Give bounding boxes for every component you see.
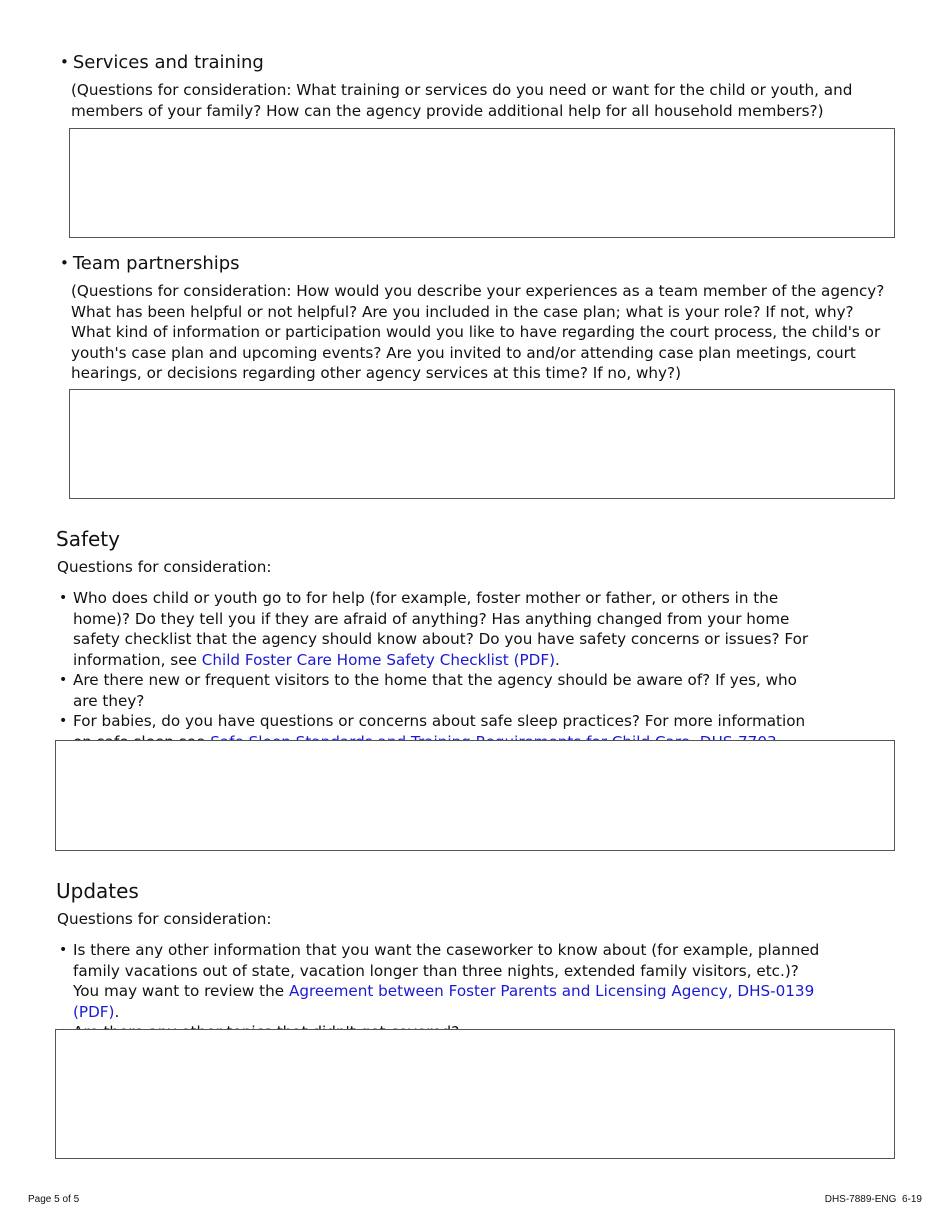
foster-parent-agreement-link[interactable]: Agreement between Foster Parents and Licensing Agency, DHS-0139 (PDF)	[73, 982, 815, 1021]
services-response-field[interactable]	[69, 128, 895, 238]
safety-response-field[interactable]	[55, 740, 895, 851]
updates-title: Updates	[56, 879, 139, 903]
page-number: Page 5 of 5	[28, 1194, 80, 1205]
list-item: • Is there any other information that you want the caseworker to know about (for example, planned family vacations out of state, vacation longer than three nights, extended family visitors, etc.)? You may want to review the Agreement between Foster Parents and Licensing Agency, DHS-0139 (PDF).	[57, 940, 827, 1022]
safety-title: Safety	[56, 527, 120, 551]
safety-intro: Questions for consideration:	[57, 558, 272, 576]
bullet-icon: •	[60, 53, 69, 71]
list-item: • For babies, do you have questions or concerns about safe sleep practices? For more information	[57, 711, 817, 773]
updates-question-list	[57, 940, 827, 1043]
home-safety-checklist-link[interactable]: Child Foster Care Home Safety Checklist (PDF)	[201, 650, 556, 669]
list-item: • Who does child or youth go to for help (for example, foster mother or father, or others in the home)? Do they tell you if they are afraid of anything? Has anything changed from your home safety checklist that the agency should know about? Do you have safety concerns or issues? For information, see Child Foster Care Home Safety Checklist (PDF).	[57, 588, 817, 670]
services-questions: (Questions for consideration: What training or services do you need or want for the child or youth, and members of your family? How can the agency provide additional help for all household members?)	[71, 81, 853, 120]
team-response-field[interactable]	[69, 389, 895, 499]
updates-intro: Questions for consideration:	[57, 910, 272, 928]
form-id: DHS-7889-ENG 6-19	[824, 1194, 922, 1205]
updates-response-field[interactable]	[55, 1029, 895, 1159]
team-heading: • Team partnerships	[60, 253, 240, 274]
list-item: • Are there new or frequent visitors to the home that the agency should be aware of? If yes, who are they?	[57, 670, 817, 711]
services-heading: • Services and training	[60, 52, 264, 73]
bullet-icon: •	[60, 254, 69, 272]
team-questions: (Questions for consideration: How would you describe your experiences as a team member of the agency? What has been helpful or not helpful? Are you included in the case plan; what is your role? If not, why? What kind of information or participation would you like to have regarding the court process, the child's or youth's case plan and upcoming events? Are you invited to and/or attending case plan meetings, court hearings, or decisions regarding other agency services at this time? If no, why?)	[71, 282, 885, 382]
